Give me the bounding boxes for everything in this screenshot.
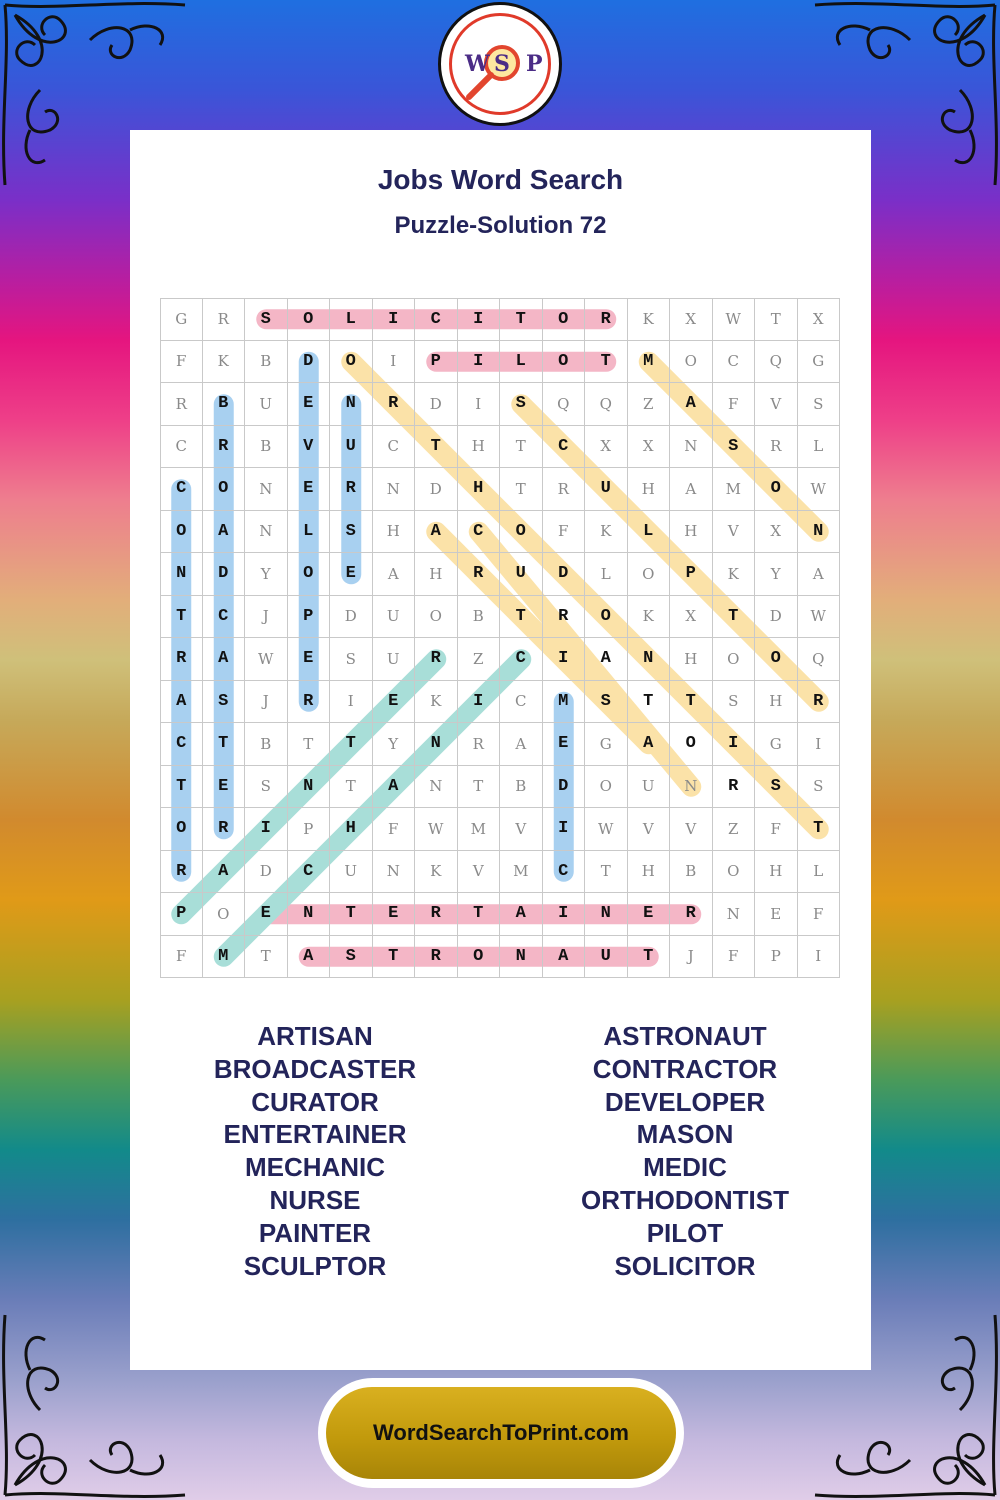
grid-cell[interactable]: R [415,893,458,936]
grid-cell[interactable]: D [755,596,798,639]
grid-cell[interactable]: I [373,341,416,384]
grid-cell[interactable]: S [798,383,841,426]
grid-cell[interactable]: T [203,723,246,766]
grid-cell[interactable]: W [585,808,628,851]
word-list-item: CONTRACTOR [592,1053,778,1084]
grid-cell[interactable]: T [713,596,756,639]
grid-cell[interactable]: N [288,766,331,809]
grid-cell[interactable]: W [245,638,288,681]
grid-cell[interactable]: T [330,893,373,936]
grid-cell[interactable]: H [373,511,416,554]
grid-cell[interactable]: O [755,468,798,511]
grid-cell[interactable]: O [585,596,628,639]
grid-cell[interactable]: O [203,468,246,511]
grid-cell[interactable]: C [458,511,501,554]
grid-cell[interactable]: T [585,851,628,894]
grid-cell[interactable]: T [245,936,288,979]
grid-cell[interactable]: N [160,553,203,596]
grid-cell[interactable]: S [245,766,288,809]
grid-cell[interactable]: N [670,766,713,809]
grid-cell[interactable]: U [628,766,671,809]
grid-cell[interactable]: B [500,766,543,809]
grid-cell[interactable]: U [373,596,416,639]
grid-cell[interactable]: I [458,341,501,384]
grid-cell[interactable]: Y [755,553,798,596]
grid-cell[interactable]: G [755,723,798,766]
grid-cell[interactable]: O [330,341,373,384]
grid-cell[interactable]: A [288,936,331,979]
grid-cell[interactable]: O [160,808,203,851]
grid-cell[interactable]: T [628,681,671,724]
grid-cell[interactable]: L [628,511,671,554]
grid-cell[interactable]: G [585,723,628,766]
grid-cell[interactable]: E [330,553,373,596]
grid-cell[interactable]: L [330,298,373,341]
grid-cell[interactable]: I [798,936,841,979]
grid-cell[interactable]: S [798,766,841,809]
grid-cell[interactable]: G [798,341,841,384]
grid-cell[interactable]: E [245,893,288,936]
grid-cell[interactable]: K [628,596,671,639]
grid-cell[interactable]: N [415,766,458,809]
grid-cell[interactable]: O [160,511,203,554]
word-list-item: ORTHODONTIST [581,1184,789,1215]
grid-cell[interactable]: A [670,383,713,426]
grid-cell[interactable]: R [373,383,416,426]
grid-cell[interactable]: B [203,383,246,426]
grid-cell[interactable]: H [670,511,713,554]
grid-cell[interactable]: T [500,596,543,639]
grid-cell[interactable]: V [458,851,501,894]
grid-cell[interactable]: Y [373,723,416,766]
grid-cell[interactable]: Q [543,383,586,426]
grid-cell[interactable]: J [670,936,713,979]
grid-cell[interactable]: D [203,553,246,596]
grid-cell[interactable]: O [500,511,543,554]
grid-cell[interactable]: A [500,893,543,936]
grid-cell[interactable]: L [500,341,543,384]
grid-cell[interactable]: P [160,893,203,936]
grid-cell[interactable]: R [203,426,246,469]
grid-cell[interactable]: I [713,723,756,766]
grid-cell[interactable]: N [288,893,331,936]
grid-cell[interactable]: F [798,893,841,936]
grid-cell[interactable]: Q [798,638,841,681]
grid-cell[interactable]: F [713,936,756,979]
website-button-label[interactable]: WordSearchToPrint.com [326,1387,676,1479]
grid-cell[interactable]: S [713,426,756,469]
page-title: Jobs Word Search [377,164,624,195]
grid-cell[interactable]: Y [245,553,288,596]
grid-cell[interactable]: E [288,638,331,681]
page-subtitle: Puzzle-Solution 72 [394,212,607,239]
grid-cell[interactable]: F [160,936,203,979]
grid-cell[interactable]: N [245,511,288,554]
word-list-item: ARTISAN [257,1021,373,1051]
grid-cell[interactable]: H [458,426,501,469]
grid-cell[interactable]: P [288,808,331,851]
grid-cell[interactable]: V [628,808,671,851]
grid-cell[interactable]: I [543,808,586,851]
grid-cell[interactable]: T [500,426,543,469]
grid-cell[interactable]: X [670,298,713,341]
grid-cell[interactable]: C [500,681,543,724]
grid-cell[interactable]: T [415,426,458,469]
grid-cell[interactable]: R [203,298,246,341]
grid-cell[interactable]: N [330,383,373,426]
grid-cell[interactable]: X [755,511,798,554]
grid-cell[interactable]: H [755,681,798,724]
grid-cell[interactable]: C [500,638,543,681]
grid-cell[interactable]: V [670,808,713,851]
grid-cell[interactable]: B [245,723,288,766]
grid-cell[interactable]: R [415,936,458,979]
grid-cell[interactable]: R [713,766,756,809]
grid-cell[interactable]: W [798,596,841,639]
grid-cell[interactable]: A [500,723,543,766]
grid-cell[interactable]: T [670,681,713,724]
word-list-item: SCULPTOR [243,1250,387,1281]
grid-cell[interactable]: P [670,553,713,596]
grid-cell[interactable]: C [713,341,756,384]
grid-cell[interactable]: D [245,851,288,894]
grid-cell[interactable]: H [755,851,798,894]
grid-cell[interactable]: N [713,893,756,936]
grid-cell[interactable]: P [288,596,331,639]
grid-cell[interactable]: R [543,468,586,511]
grid-cell[interactable]: K [628,298,671,341]
grid-cell[interactable]: T [628,936,671,979]
grid-cell[interactable]: R [585,298,628,341]
grid-cell[interactable]: C [160,468,203,511]
grid-cell[interactable]: T [500,468,543,511]
grid-cell[interactable]: U [330,426,373,469]
grid-cell[interactable]: O [628,553,671,596]
grid-cell[interactable]: O [543,341,586,384]
grid-cell[interactable]: B [245,341,288,384]
grid-cell[interactable]: O [203,893,246,936]
grid-cell[interactable]: M [713,468,756,511]
grid-cell[interactable]: T [585,341,628,384]
grid-cell[interactable]: D [288,341,331,384]
site-logo[interactable] [438,2,562,126]
word-list-item: MASON [636,1119,734,1150]
grid-cell[interactable]: S [330,936,373,979]
grid-cell[interactable]: I [543,638,586,681]
grid-cell[interactable]: I [373,298,416,341]
grid-cell[interactable]: A [373,766,416,809]
grid-cell[interactable]: A [798,553,841,596]
grid-cell[interactable]: U [585,936,628,979]
grid-cell[interactable]: S [245,298,288,341]
grid-cell[interactable]: O [288,553,331,596]
grid-cell[interactable]: P [415,341,458,384]
grid-cell[interactable]: O [670,341,713,384]
grid-cell[interactable]: E [203,766,246,809]
grid-cell[interactable]: I [458,298,501,341]
grid-cell[interactable]: R [458,723,501,766]
grid-cell[interactable]: R [160,383,203,426]
word-list-left [130,1020,500,1282]
grid-cell[interactable]: N [798,511,841,554]
grid-cell[interactable]: U [373,638,416,681]
grid-cell[interactable]: E [373,893,416,936]
grid-cell[interactable]: E [628,893,671,936]
grid-cell[interactable]: L [585,553,628,596]
grid-cell[interactable]: T [160,596,203,639]
grid-cell[interactable]: O [543,298,586,341]
grid-cell[interactable]: E [755,893,798,936]
grid-cell[interactable]: U [330,851,373,894]
word-list-item: SOLICITOR [614,1250,756,1281]
grid-cell[interactable]: R [670,893,713,936]
grid-cell[interactable]: T [458,766,501,809]
grid-cell[interactable]: H [628,851,671,894]
grid-cell[interactable]: U [245,383,288,426]
website-button[interactable] [318,1378,684,1488]
grid-cell[interactable]: O [670,723,713,766]
grid-cell[interactable]: B [670,851,713,894]
grid-cell[interactable]: E [373,681,416,724]
word-list-item: MEDIC [643,1152,727,1183]
logo-letter-w: W [465,51,490,77]
logo-letter-p: P [526,51,543,77]
grid-cell[interactable]: P [755,936,798,979]
grid-cell[interactable]: R [160,638,203,681]
grid-cell[interactable]: U [500,553,543,596]
grid-cell[interactable]: K [585,511,628,554]
grid-cell[interactable]: R [288,681,331,724]
grid-cell[interactable]: A [670,468,713,511]
grid-cell[interactable]: W [415,808,458,851]
grid-cell[interactable]: V [755,383,798,426]
grid-cell[interactable]: M [203,936,246,979]
grid-cell[interactable]: N [373,468,416,511]
grid-cell[interactable]: N [670,426,713,469]
word-list-item: ASTRONAUT [603,1021,767,1051]
grid-cell[interactable]: S [500,383,543,426]
grid-cell[interactable]: V [500,808,543,851]
grid-cell[interactable]: C [160,723,203,766]
grid-cell[interactable]: A [543,936,586,979]
grid-cell[interactable]: K [203,341,246,384]
grid-cell[interactable]: G [160,298,203,341]
grid-cell[interactable]: U [585,468,628,511]
grid-cell[interactable]: J [245,596,288,639]
grid-cell[interactable]: T [755,298,798,341]
puzzle-sheet [130,130,871,1370]
grid-cell[interactable]: O [415,596,458,639]
grid-cell[interactable]: X [585,426,628,469]
grid-cell[interactable]: N [500,936,543,979]
grid-cell[interactable]: D [330,596,373,639]
grid-cell[interactable]: R [755,426,798,469]
logo-letter-s: S [494,51,510,77]
grid-cell[interactable]: N [585,893,628,936]
grid-cell[interactable]: I [245,808,288,851]
grid-cell[interactable]: T [330,723,373,766]
grid-cell[interactable]: V [288,426,331,469]
grid-cell[interactable]: J [245,681,288,724]
grid-cell[interactable]: C [373,426,416,469]
grid-cell[interactable]: X [798,298,841,341]
grid-cell[interactable]: O [585,766,628,809]
grid-cell[interactable]: N [628,638,671,681]
word-list-item: DEVELOPER [604,1086,766,1117]
grid-cell[interactable]: K [415,681,458,724]
grid-cell[interactable]: R [798,681,841,724]
grid-cell[interactable]: S [713,681,756,724]
grid-cell[interactable]: I [458,681,501,724]
grid-cell[interactable]: A [203,511,246,554]
grid-cell[interactable]: N [245,468,288,511]
grid-cell[interactable]: F [373,808,416,851]
grid-cell[interactable]: R [160,851,203,894]
grid-cell[interactable]: I [458,383,501,426]
grid-cell[interactable]: F [755,808,798,851]
grid-cell[interactable]: S [203,681,246,724]
grid-cell[interactable]: T [330,766,373,809]
grid-cell[interactable]: F [543,511,586,554]
grid-cell[interactable]: L [798,851,841,894]
grid-cell[interactable]: H [415,553,458,596]
grid-cell[interactable]: S [755,766,798,809]
grid-cell[interactable]: I [543,893,586,936]
word-list-item: PAINTER [258,1217,372,1248]
grid-cell[interactable]: S [330,511,373,554]
grid-cell[interactable]: E [288,383,331,426]
word-list-item: CURATOR [251,1086,379,1117]
grid-cell[interactable]: M [628,341,671,384]
grid-cell[interactable]: T [458,893,501,936]
grid-cell[interactable]: R [330,468,373,511]
grid-cell[interactable]: X [670,596,713,639]
grid-cell[interactable]: O [713,638,756,681]
grid-cell[interactable]: T [500,298,543,341]
grid-cell[interactable]: M [543,681,586,724]
grid-cell[interactable]: A [160,681,203,724]
grid-cell[interactable]: F [160,341,203,384]
grid-cell[interactable]: T [373,936,416,979]
word-list-item: NURSE [269,1184,361,1215]
grid-cell[interactable]: C [288,851,331,894]
grid-cell[interactable]: B [458,596,501,639]
grid-cell[interactable]: O [288,298,331,341]
grid-cell[interactable]: Z [628,383,671,426]
grid-cell[interactable]: F [713,383,756,426]
grid-cell[interactable]: O [755,638,798,681]
word-list-item: MECHANIC [244,1152,386,1183]
grid-cell[interactable]: A [203,638,246,681]
grid-cell[interactable]: C [543,426,586,469]
grid-cell[interactable]: I [330,681,373,724]
grid-cell[interactable]: W [798,468,841,511]
grid-cell[interactable]: Q [755,341,798,384]
grid-cell[interactable]: M [500,851,543,894]
grid-cell[interactable]: V [713,511,756,554]
grid-cell[interactable]: R [203,808,246,851]
grid-cell[interactable]: E [288,468,331,511]
grid-cell[interactable]: C [160,426,203,469]
grid-cell[interactable]: C [415,298,458,341]
word-list-item: PILOT [646,1217,724,1248]
grid-cell[interactable]: B [245,426,288,469]
grid-cell[interactable]: K [415,851,458,894]
grid-cell[interactable]: R [458,553,501,596]
grid-cell[interactable]: K [713,553,756,596]
word-list-right [500,1020,870,1282]
grid-cell[interactable]: A [628,723,671,766]
grid-cell[interactable]: D [543,553,586,596]
grid-cell[interactable]: H [670,638,713,681]
grid-cell[interactable]: A [373,553,416,596]
grid-cell[interactable]: O [713,851,756,894]
grid-cell[interactable]: L [288,511,331,554]
grid-cell[interactable]: Z [458,638,501,681]
grid-cell[interactable]: C [203,596,246,639]
word-list-item: BROADCASTER [213,1053,417,1084]
grid-cell[interactable]: D [415,468,458,511]
grid-cell[interactable]: L [798,426,841,469]
grid-cell[interactable]: C [543,851,586,894]
grid-cell[interactable]: S [585,681,628,724]
grid-cell[interactable]: X [628,426,671,469]
grid-cell[interactable]: N [373,851,416,894]
grid-cell[interactable]: H [458,468,501,511]
grid-cell[interactable]: A [585,638,628,681]
grid-cell[interactable]: H [330,808,373,851]
grid-cell[interactable]: D [415,383,458,426]
grid-cell[interactable]: R [543,596,586,639]
grid-cell[interactable]: W [713,298,756,341]
grid-cell[interactable]: D [543,766,586,809]
grid-cell[interactable]: O [458,936,501,979]
grid-cell[interactable]: H [628,468,671,511]
grid-cell[interactable]: T [160,766,203,809]
grid-cell[interactable]: A [415,511,458,554]
grid-cell[interactable]: Q [585,383,628,426]
grid-cell[interactable]: T [288,723,331,766]
grid-cell[interactable]: E [543,723,586,766]
word-grid [160,298,840,978]
grid-cell[interactable]: T [798,808,841,851]
grid-cell[interactable]: M [458,808,501,851]
grid-cell[interactable]: S [330,638,373,681]
grid-cell[interactable]: Z [713,808,756,851]
grid-cell[interactable]: I [798,723,841,766]
word-list-item: ENTERTAINER [223,1119,407,1150]
grid-cell[interactable]: R [415,638,458,681]
grid-cell[interactable]: A [203,851,246,894]
grid-cell[interactable]: N [415,723,458,766]
